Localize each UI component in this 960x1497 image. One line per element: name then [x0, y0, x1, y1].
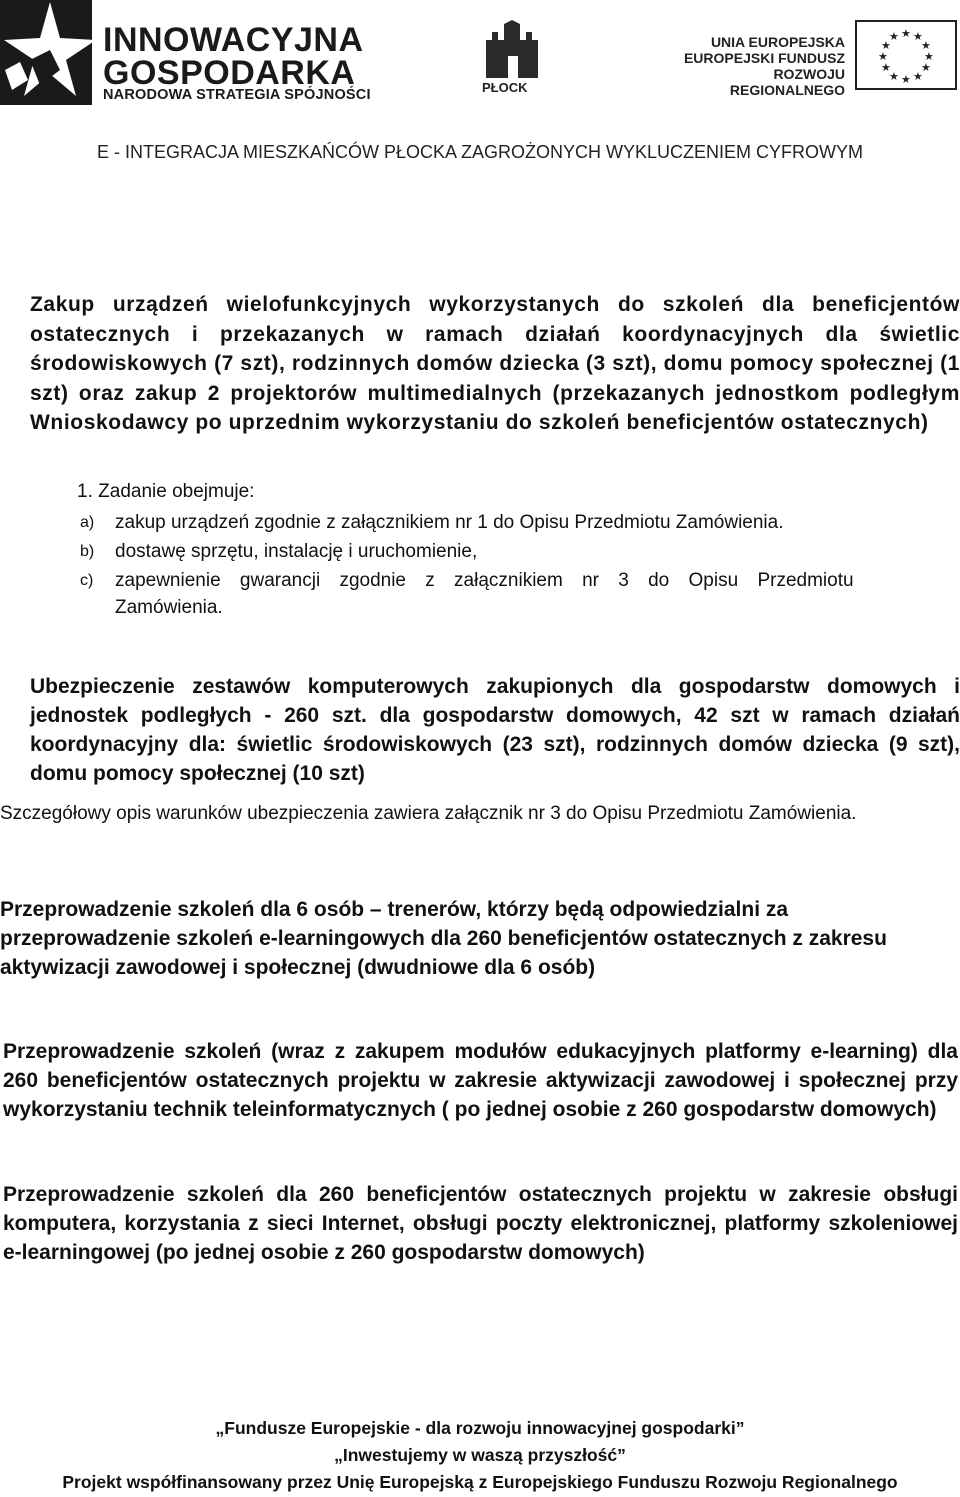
plock-castle-icon — [478, 20, 548, 78]
eu-line2: EUROPEJSKI FUNDUSZ — [683, 50, 845, 66]
section1-heading: Zakup urządzeń wielofunkcyjnych wykorzystanych do szkoleń dla beneficjentów ostatecznych i przekazanych w ramach działań koordynacyjnych dla świetlic środowiskowych (7 szt), rodzinnych domów dziecka (3 szt), domu pomocy społecznej (1 szt) oraz zakup 2 projektorów multimedialnych (przekazanych jednostkom podległym Wnioskodawcy po uprzednim wykorzystaniu do szkoleń beneficjentów ostatecznych) — [30, 293, 960, 434]
subitem-letter: b) — [80, 543, 95, 560]
svg-text:★: ★ — [924, 50, 934, 63]
logo-subtitle: NARODOWA STRATEGIA SPÓJNOŚCI — [103, 87, 371, 103]
section5-heading: Przeprowadzenie szkoleń dla 260 beneficjentów ostatecznych projektu w zakresie obsługi komputera, korzystania z sieci Internet, obsługi poczty elektronicznej, platformy szkoleniowej e-learningowej (po jednej osobie z 260 gospodarstw domowych) — [3, 1183, 958, 1264]
svg-text:★: ★ — [889, 70, 899, 83]
item-text: Zadanie obejmuje: — [98, 481, 255, 502]
eu-line3: ROZWOJU REGIONALNEGO — [729, 66, 845, 98]
subitem-text: dostawę sprzętu, instalację i uruchomienie, — [115, 541, 478, 562]
star-shooting-icon — [0, 0, 100, 110]
section2-heading: Ubezpieczenie zestawów komputerowych zakupionych dla gospodarstw domowych i jednostek podległych - 260 szt. dla gospodarstw domowych, 42 szt w ramach działań koordynacyjny dla: świetlic środowiskowych (23 szt), rodzinnych domów dziecka (9 szt), domu pomocy społecznej (10 szt) — [30, 675, 960, 785]
subitem-b — [80, 538, 960, 566]
svg-text:★: ★ — [901, 73, 911, 86]
footer-line3: Projekt współfinansowany przez Unię Europejską z Europejskiego Funduszu Rozwoju Regionalnego — [62, 1472, 898, 1492]
section2-note: Szczegółowy opis warunków ubezpieczenia zawiera załącznik nr 3 do Opisu Przedmiotu Zamówienia. — [0, 803, 857, 824]
subitem-letter: a) — [80, 514, 95, 531]
subitem-text: zapewnienie gwarancji zgodnie z załącznikiem nr 3 do Opisu Przedmiotu Zamówienia. — [115, 570, 854, 618]
item-number: 1. — [77, 481, 93, 502]
svg-text:★: ★ — [881, 61, 891, 74]
subitem-letter: c) — [80, 572, 94, 589]
eu-fund-label — [680, 34, 845, 98]
svg-text:★: ★ — [921, 39, 931, 52]
logo-title-line1: INNOWACYJNA — [103, 21, 364, 59]
subitem-text: zakup urządzeń zgodnie z załącznikiem nr 1 do Opisu Przedmiotu Zamówienia. — [115, 512, 784, 533]
eu-flag-icon — [855, 20, 957, 90]
section4-heading: Przeprowadzenie szkoleń (wraz z zakupem modułów edukacyjnych platformy e-learning) dla 260 beneficjentów ostatecznych projektu w zakresie aktywizacji zawodowej i społecznej przy wykorzystaniu technik teleinformatycznych ( po jednej osobie z 260 gospodarstw domowych) — [3, 1040, 958, 1121]
numbered-item — [77, 481, 254, 503]
svg-text:★: ★ — [921, 61, 931, 74]
svg-text:★: ★ — [889, 30, 899, 43]
svg-text:★: ★ — [881, 39, 891, 52]
logo-title-line2: GOSPODARKA — [103, 54, 356, 92]
footer-line1: „Fundusze Europejskie - dla rozwoju innowacyjnej gospodarki” — [215, 1418, 745, 1438]
svg-text:★: ★ — [878, 50, 888, 63]
svg-text:★: ★ — [913, 70, 923, 83]
subitem-c — [80, 567, 960, 623]
subitem-a — [80, 509, 960, 537]
logo-title — [103, 21, 364, 92]
eu-line1: UNIA EUROPEJSKA — [710, 34, 845, 50]
svg-text:★: ★ — [901, 27, 911, 40]
plock-label: PŁOCK — [482, 80, 528, 95]
section3-heading: Przeprowadzenie szkoleń dla 6 osób – trenerów, którzy będą odpowiedzialni za przeprowadzenie szkoleń e-learningowych dla 260 beneficjentów ostatecznych z zakresu aktywizacji zawodowej i społecznej (dwudniowe dla 6 osób) — [0, 898, 887, 979]
footer-line2: „Inwestujemy w waszą przyszłość” — [334, 1445, 626, 1465]
project-title: E - INTEGRACJA MIESZKAŃCÓW PŁOCKA ZAGROŻONYCH WYKLUCZENIEM CYFROWYM — [96, 142, 864, 162]
svg-text:★: ★ — [913, 30, 923, 43]
